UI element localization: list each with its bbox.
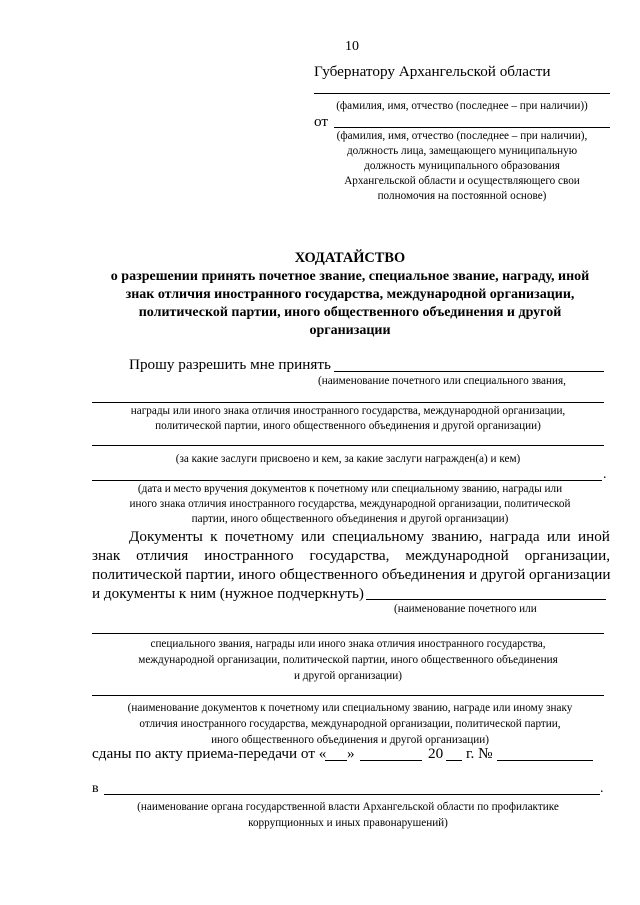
act-year-prefix: 20 [428, 745, 444, 762]
word: к [210, 528, 218, 545]
from-caption-line: должность лица, замещающего муниципальную [346, 145, 578, 157]
word: иностранного [204, 547, 294, 564]
documents-paragraph-line [92, 546, 610, 566]
page-number: 10 [345, 39, 359, 54]
honor-name-field[interactable] [334, 371, 604, 372]
word: или [301, 528, 325, 545]
caption-documents-list [80, 701, 620, 747]
document-title: ХОДАТАЙСТВО [294, 250, 406, 266]
word: иной [577, 528, 610, 545]
documents-honor-field-2[interactable] [92, 633, 604, 634]
caption-documents-honor: (наименование почетного или [394, 603, 537, 615]
word: государства, [309, 547, 390, 564]
documents-honor-field[interactable] [366, 599, 606, 600]
word: почетному [224, 528, 294, 545]
act-year-field[interactable] [446, 760, 462, 761]
subtitle-line: знак отличия иностранного государства, международной организации, [125, 287, 575, 302]
merits-field[interactable] [92, 445, 604, 446]
documents-paragraph-line [129, 527, 610, 547]
addressee-line: Губернатору Архангельской области [314, 63, 551, 80]
in-label: в [92, 781, 99, 796]
act-number-field[interactable] [497, 760, 593, 761]
caption-line: политической партии, иного общественного объединения и другой организации) [155, 420, 541, 432]
caption-line: иного знака отличия иностранного государства, международной организации, политической [129, 498, 571, 510]
caption-line: международной организации, политической партии, иного общественного объединения [138, 654, 558, 666]
caption-line: иного общественного объединения и другой организации) [211, 734, 489, 746]
document-subtitle [60, 268, 640, 340]
documents-list-field[interactable] [92, 695, 604, 696]
from-caption-line: полномочия на постоянной основе) [377, 190, 547, 202]
word: международной [405, 547, 509, 564]
caption-line: (наименование органа государственной власти Архангельской области по профилактике [137, 801, 559, 813]
act-day-field[interactable] [325, 760, 347, 761]
from-label: от [314, 113, 329, 130]
from-caption-line: (фамилия, имя, отчество (последнее – при наличии), [336, 130, 588, 142]
act-number-label: г. № [466, 745, 493, 762]
act-quote-close: » [347, 745, 355, 762]
act-month-field[interactable] [360, 760, 422, 761]
request-text: Прошу разрешить мне принять [129, 356, 331, 373]
caption-line: отличия иностранного государства, международной организации, политической партии, [139, 718, 561, 730]
from-caption [306, 129, 618, 203]
award-date-field[interactable] [92, 480, 602, 481]
line-end-dot: . [600, 781, 604, 796]
from-caption-line: Архангельской области и осуществляющего свои [344, 175, 580, 187]
word: специальному [332, 528, 425, 545]
caption-award-date [80, 482, 620, 526]
caption-honor-kind [80, 404, 616, 433]
caption-line: (дата и место вручения документов к почетному или специальному званию, награды или [137, 483, 563, 495]
caption-line: награды или иного знака отличия иностранного государства, международной организации, [130, 405, 566, 417]
act-text: сданы по акту приема-передачи от « [92, 745, 327, 762]
word: отличия [136, 547, 189, 564]
honor-name-field-2[interactable] [92, 402, 604, 403]
word: знак [92, 547, 121, 564]
caption-authority [80, 800, 616, 830]
line-end-dot: . [603, 467, 607, 482]
caption-line: партии, иного общественного объединения и другой организации) [191, 513, 509, 525]
word: организации, [524, 547, 610, 564]
word: награда [489, 528, 540, 545]
caption-honor-name: (наименование почетного или специального звания, [318, 375, 566, 387]
addressee-caption: (фамилия, имя, отчество (последнее – при наличии)) [336, 100, 588, 112]
documents-paragraph-line: политической партии, иного общественного объединения и другой организации [92, 566, 611, 583]
word: званию, [431, 528, 483, 545]
word: Документы [129, 528, 203, 545]
caption-line: и другой организации) [294, 670, 402, 682]
caption-line: коррупционных и иных правонарушений) [248, 817, 448, 829]
word: или [546, 528, 571, 545]
subtitle-line: о разрешении принять почетное звание, специальное звание, награду, иной [110, 269, 590, 284]
addressee-name-rule[interactable] [314, 93, 610, 94]
caption-documents-honor-kind [80, 637, 616, 683]
authority-field[interactable] [104, 794, 600, 795]
subtitle-line: организации [309, 323, 391, 338]
subtitle-line: политической партии, иного общественного объединения и другой [138, 305, 562, 320]
documents-paragraph-line: и документы к ним (нужное подчеркнуть) [92, 585, 364, 602]
caption-line: (наименование документов к почетному или специальному званию, награде или иному знаку [127, 702, 573, 714]
caption-merits: (за какие заслуги присвоено и кем, за какие заслуги награжден(а) и кем) [175, 453, 521, 465]
caption-line: специального звания, награды или иного знака отличия иностранного государства, [150, 638, 546, 650]
from-caption-line: должность муниципального образования [364, 160, 560, 172]
from-name-rule[interactable] [334, 127, 610, 128]
